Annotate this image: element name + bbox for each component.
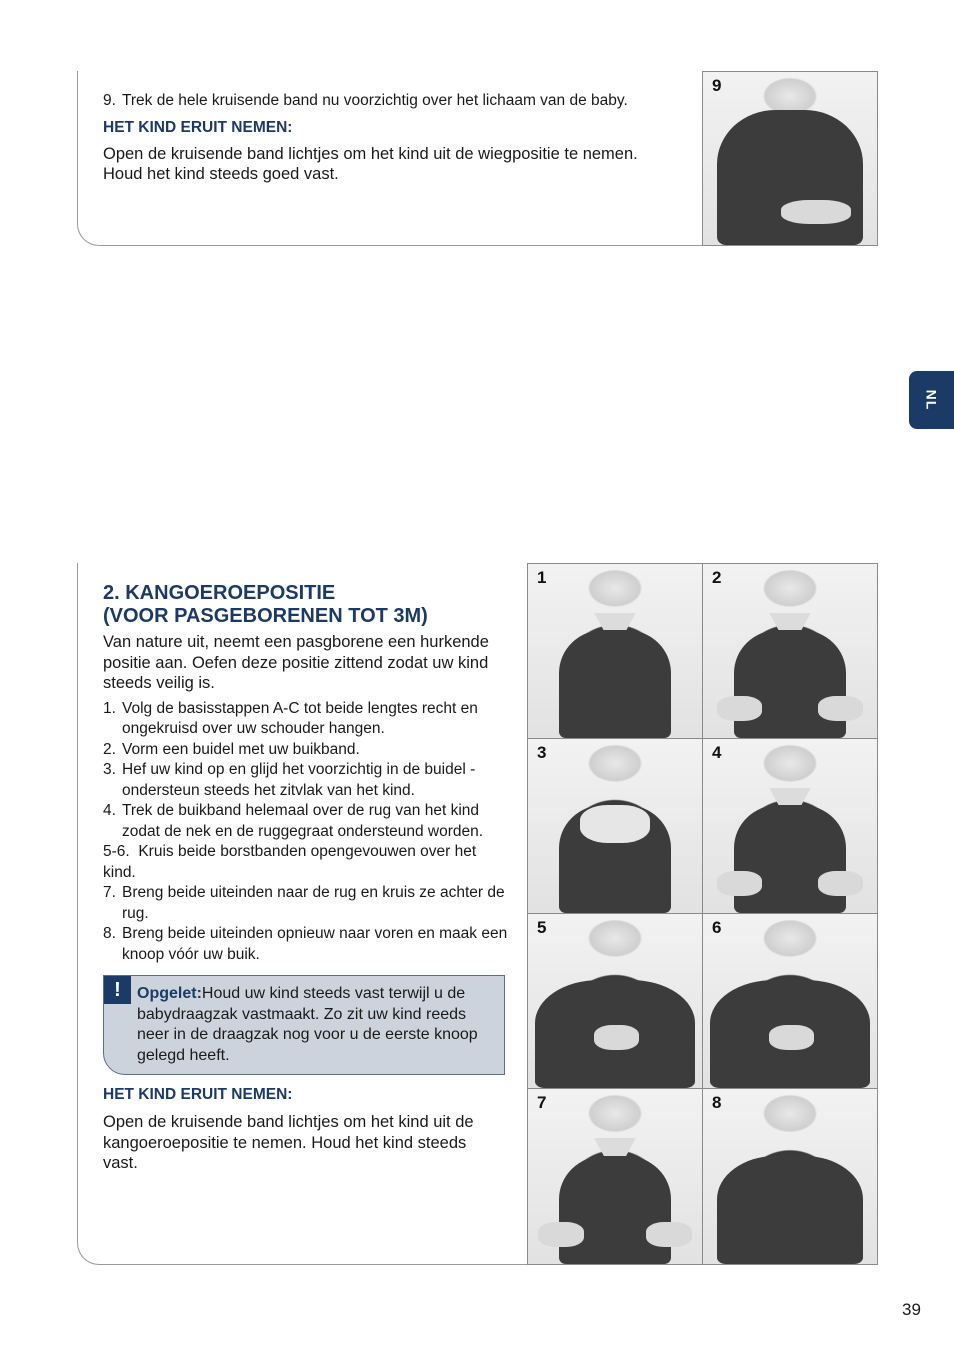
photo-step-6 [702,913,878,1089]
step-text: Trek de buikband helemaal over de rug van het kind zodat de nek en de ruggegraat ondersteund worden. [122,802,484,840]
warning-icon: ! [104,976,131,1004]
top-section-panel [77,71,877,246]
warning-body: Houd uw kind steeds vast terwijl u de babydraagzak vastmaakt. Zo zit uw kind reeds neer in de draagzak nog voor u de eerste knoop gelegd heeft. [137,985,478,1064]
section-title-line-2: (VOOR PASGEBORENEN TOT 3M) [103,605,428,627]
step-text: Breng beide uiteinden naar de rug en kruis ze achter de rug. [122,884,505,922]
remove-child-heading: HET KIND ERUIT NEMEN: [103,1086,293,1103]
photo-label: 3 [537,743,547,762]
language-tab-label: NL [923,389,940,411]
list-item [103,760,508,801]
step-text: Volg de basisstappen A-C tot beide lengtes recht en ongekruisd over uw schouder hangen. [122,699,478,737]
photo-label: 6 [712,918,722,937]
photo-step-8 [702,1088,878,1265]
photo-label: 4 [712,743,722,762]
section-title-line-1: 2. KANGOEROEPOSITIE [103,582,336,604]
photo-step-3 [527,738,703,914]
remove-child-text: Open de kruisende band lichtjes om het kind uit de kangoeroepositie te nemen. Houd het kind steeds vast. [103,1113,474,1172]
list-item [103,924,508,965]
step-text: Vorm een buidel met uw buikband. [122,740,360,758]
step-9 [103,91,683,112]
warning-note [103,975,505,1075]
photo-label: 9 [712,76,722,95]
warning-label: Opgelet: [137,985,202,1002]
warning-text [137,984,496,1066]
photo-label: 1 [537,568,547,587]
photo-step-9 [702,71,878,246]
photo-step-5 [527,913,703,1089]
steps-list [103,699,508,966]
photo-label: 8 [712,1093,722,1112]
step-number: 3. [103,761,116,778]
remove-child-heading: HET KIND ERUIT NEMEN: [103,118,293,136]
page-number: 39 [902,1300,921,1319]
list-item [103,699,508,740]
list-item [103,842,508,883]
list-item [103,801,508,842]
remove-child-text: Open de kruisende band lichtjes om het kind uit de wiegpositie te nemen. Houd het kind steeds goed vast. [103,144,638,183]
step-number: 4. [103,802,116,819]
photo-step-1 [527,563,703,739]
step-number: 5-6. [103,843,130,860]
photo-label: 2 [712,568,722,587]
photo-step-4 [702,738,878,914]
step-text: Trek de hele kruisende band nu voorzichtig over het lichaam van de baby. [122,92,628,109]
photo-label: 7 [537,1093,547,1112]
step-number: 9. [103,92,116,109]
photo-label: 5 [537,918,547,937]
step-number: 1. [103,699,116,717]
list-item [103,883,508,924]
step-text: Kruis beide borstbanden opengevouwen over het kind. [103,843,477,881]
section-intro: Van nature uit, neemt een pasgborene een hurkende positie aan. Oefen deze positie zittend zodat uw kind steeds veilig is. [103,633,489,692]
step-text: Hef uw kind op en glijd het voorzichtig in de buidel - ondersteun steeds het zitvlak van het kind. [122,761,476,799]
step-text: Breng beide uiteinden opnieuw naar voren en maak een knoop vóór uw buik. [122,925,508,963]
step-number: 8. [103,925,116,942]
photo-step-7 [527,1088,703,1265]
step-number: 7. [103,884,116,901]
step-number: 2. [103,740,116,758]
list-item [103,740,508,761]
photo-step-2 [702,563,878,739]
kangaroo-section-panel [77,563,877,1265]
language-tab [909,371,954,429]
